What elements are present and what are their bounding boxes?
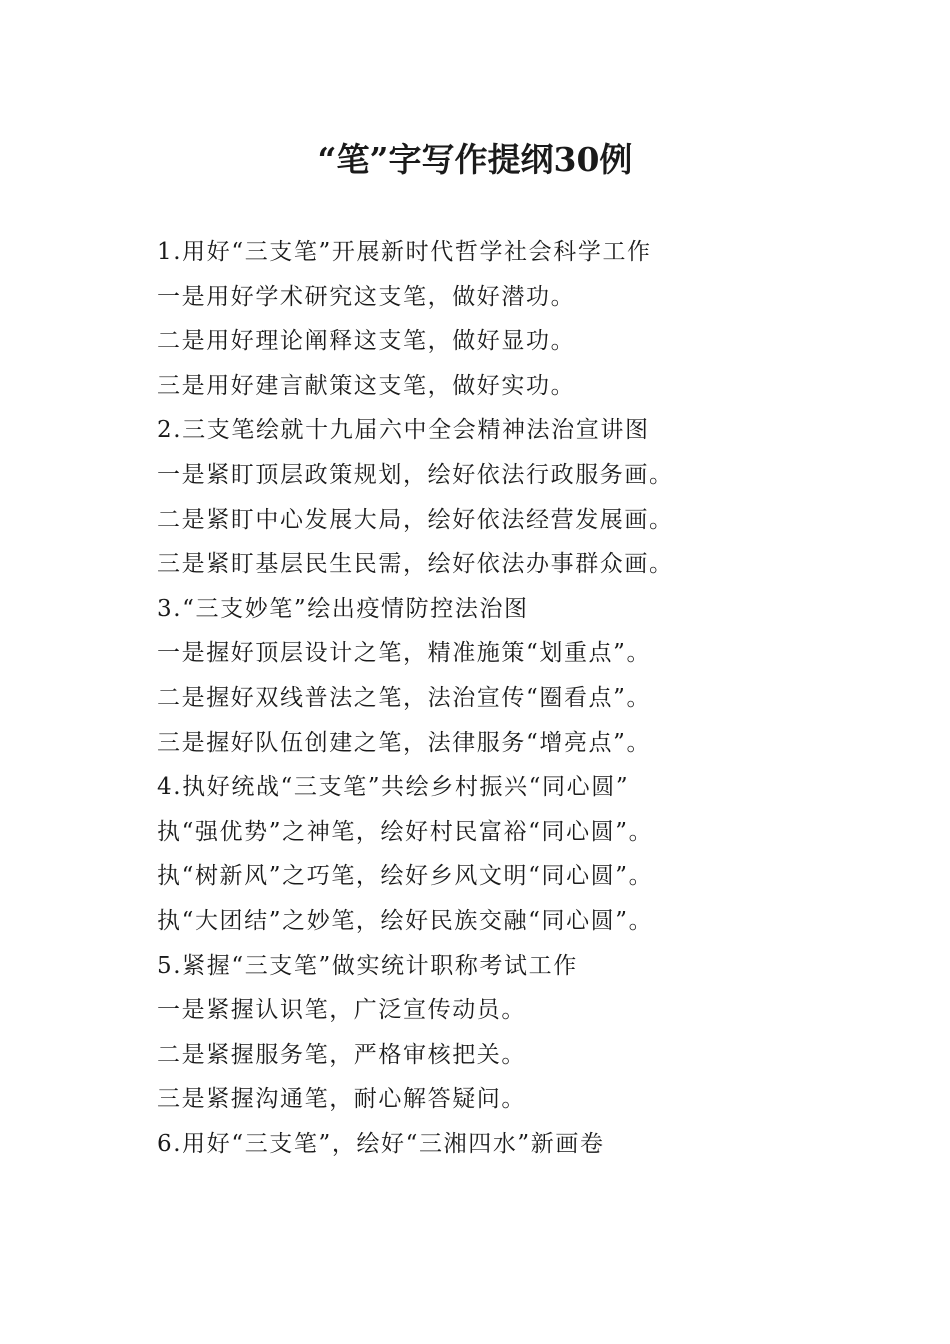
outline-item: 一是用好学术研究这支笔，做好潜功。: [157, 283, 576, 310]
section-heading-6: 6.用好“三支笔”，绘好“三湘四水”新画卷: [157, 1130, 605, 1157]
outline-item: 二是握好双线普法之笔，法治宣传“圈看点”。: [157, 684, 652, 711]
outline-item: 一是紧盯顶层政策规划，绘好依法行政服务画。: [157, 461, 674, 488]
outline-item: 三是紧盯基层民生民需，绘好依法办事群众画。: [157, 551, 674, 578]
outline-item: 一是紧握认识笔，广泛宣传动员。: [157, 997, 526, 1024]
outline-item: 三是用好建言献策这支笔，做好实功。: [157, 372, 576, 399]
outline-item: 二是用好理论阐释这支笔，做好显功。: [157, 328, 576, 355]
outline-item: 二是紧握服务笔，严格审核把关。: [157, 1041, 526, 1068]
section-heading-3: 3.“三支妙笔”绘出疫情防控法治图: [157, 595, 529, 622]
section-heading-4: 4.执好统战“三支笔”共绘乡村振兴“同心圆”: [157, 774, 630, 801]
outline-item: 一是握好顶层设计之笔，精准施策“划重点”。: [157, 640, 652, 667]
document-title: “笔”字写作提纲30例: [317, 140, 633, 179]
section-heading-1: 1.用好“三支笔”开展新时代哲学社会科学工作: [157, 239, 652, 265]
outline-item: 三是握好队伍创建之笔，法律服务“增亮点”。: [157, 729, 652, 756]
outline-item: 二是紧盯中心发展大局，绘好依法经营发展画。: [157, 506, 674, 533]
outline-item: 执“大团结”之妙笔，绘好民族交融“同心圆”。: [157, 907, 654, 934]
outline-item: 执“树新风”之巧笔，绘好乡风文明“同心圆”。: [157, 863, 654, 890]
outline-item: 三是紧握沟通笔，耐心解答疑问。: [157, 1086, 526, 1113]
outline-list: [157, 230, 797, 1166]
section-heading-2: 2.三支笔绘就十九届六中全会精神法治宣讲图: [157, 417, 650, 444]
outline-item: 执“强优势”之神笔，绘好村民富裕“同心圆”。: [157, 818, 654, 845]
section-heading-5: 5.紧握“三支笔”做实统计职称考试工作: [157, 952, 578, 979]
